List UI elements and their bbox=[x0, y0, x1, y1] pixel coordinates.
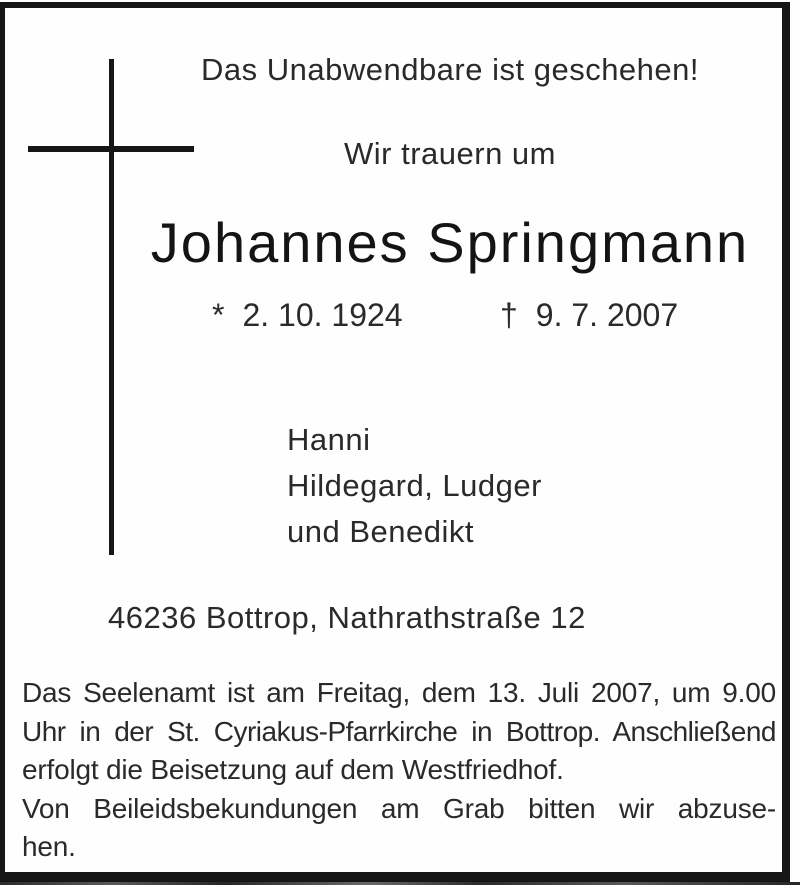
funeral-detail-line: Uhr in der St. Cyriakus-Pfarrkirche in Bottrop. Anschließend bbox=[22, 715, 776, 747]
funeral-detail-line: Das Seelenamt ist am Freitag, dem 13. Juli 2007, um 9.00 bbox=[22, 677, 776, 708]
death-date: 9. 7. 2007 bbox=[535, 297, 679, 333]
funeral-detail-line: hen. bbox=[22, 831, 76, 862]
birth-date-group bbox=[212, 297, 403, 334]
birth-star-icon: * bbox=[212, 297, 225, 333]
mourners-list bbox=[287, 417, 542, 555]
mourner-name: Hildegard, Ludger bbox=[287, 468, 542, 503]
mourner-name: Hanni bbox=[287, 422, 371, 457]
cross-vertical-bar bbox=[109, 59, 114, 555]
funeral-detail-line: Von Beileidsbekundungen am Grab bitten wir abzuse- bbox=[22, 792, 776, 824]
death-dagger-icon: † bbox=[500, 297, 518, 333]
birth-date: 2. 10. 1924 bbox=[242, 297, 403, 333]
mourner-name: und Benedikt bbox=[287, 514, 474, 549]
funeral-detail-line: erfolgt die Beisetzung auf dem Westfriedhof. bbox=[22, 754, 564, 785]
address-line: 46236 Bottrop, Nathrathstraße 12 bbox=[108, 600, 586, 635]
opening-line: Das Unabwendbare ist geschehen! bbox=[200, 52, 700, 87]
mourning-line: Wir trauern um bbox=[344, 136, 556, 171]
death-date-group bbox=[500, 297, 678, 334]
deceased-name: Johannes Springmann bbox=[150, 211, 750, 274]
funeral-details bbox=[22, 674, 776, 867]
